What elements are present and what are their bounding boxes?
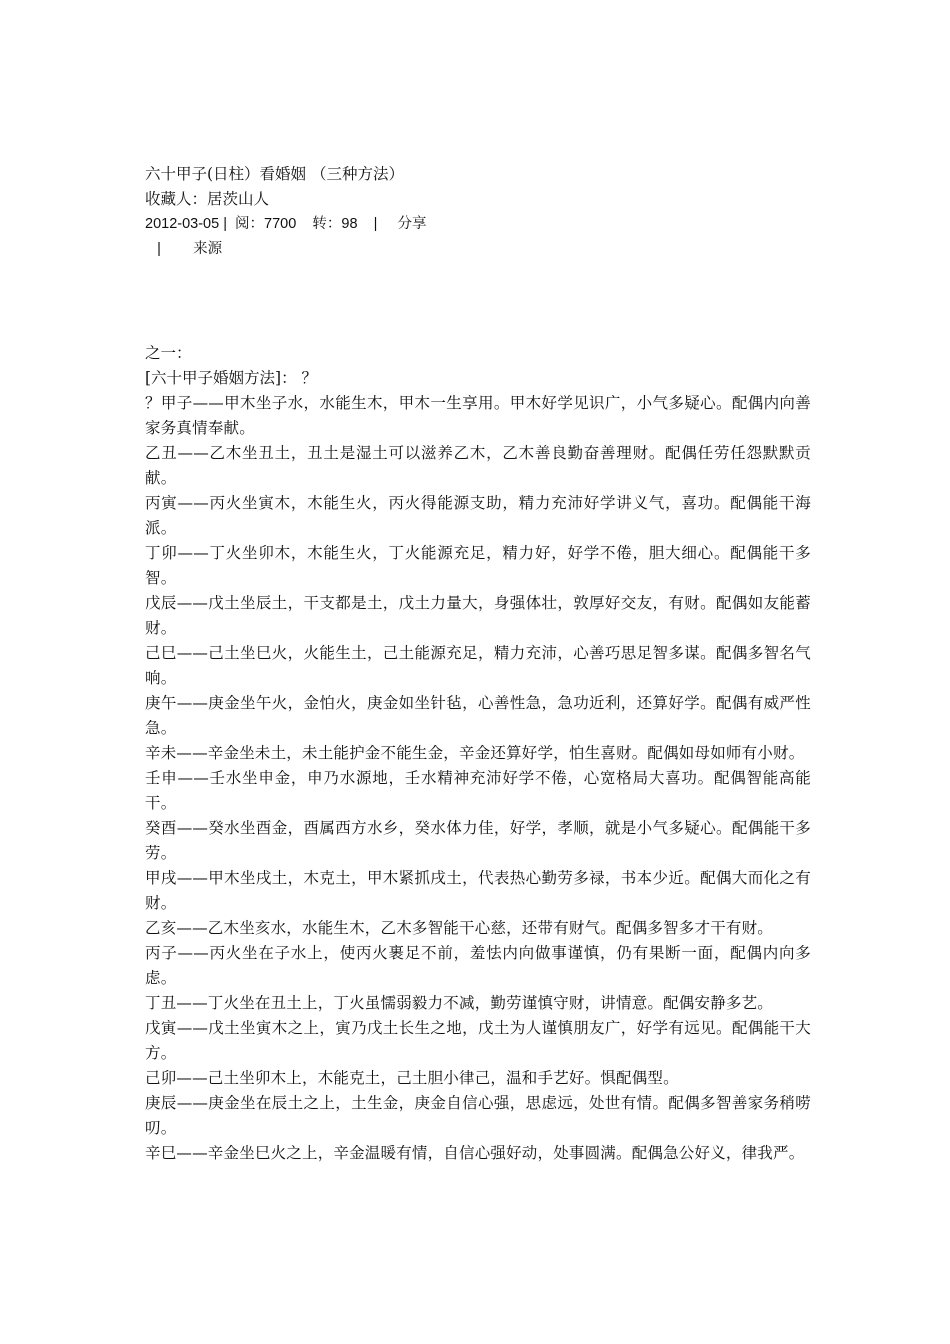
- paragraph-xinwei: 辛未——辛金坐未土，未土能护金不能生金，辛金还算好学，怕生喜财。配偶如母如师有小财。: [145, 744, 805, 762]
- paragraph-yihai: 乙亥——乙木坐亥水，水能生木，乙木多智能干心慈，还带有财气。配偶多智多才干有财。: [145, 919, 774, 937]
- paragraph-dingchou: 丁丑——丁火坐在丑土上，丁火虽懦弱毅力不减，勤劳谨慎守财，讲情意。配偶安静多艺。: [145, 994, 774, 1012]
- meta-line-source: | 来源: [145, 241, 223, 257]
- meta-line-date-stats: 2012-03-05 | 阅：7700 转：98 | 分享: [145, 216, 427, 232]
- paragraph-gengchen: 庚辰——庚金坐在辰土之上，土生金，庚金自信心强，思虑远，处世有情。配偶多智善家务稍唠叨。: [145, 1094, 811, 1137]
- document-body: [145, 341, 811, 1166]
- collector-line: 收藏人：居茨山人: [145, 190, 270, 208]
- paragraph-jiazi: ？甲子——甲木坐子水，水能生木，甲木一生享用。甲木好学见识广，小气多疑心。配偶内向善家务真情奉献。: [145, 394, 811, 437]
- paragraph-bingzi: 丙子——丙火坐在子水上，使丙火裹足不前，羞怯内向做事谨慎，仍有果断一面，配偶内向多虑。: [145, 944, 811, 987]
- section-heading: 之一：: [145, 344, 192, 362]
- paragraph-jiaxu: 甲戌——甲木坐戌土，木克土，甲木紧抓戌土，代表热心勤劳多禄，书本少近。配偶大而化之有财。: [145, 869, 811, 912]
- paragraph-gengwu: 庚午——庚金坐午火，金怕火，庚金如坐针毡，心善性急，急功近利，还算好学。配偶有威严性急。: [145, 694, 811, 737]
- document-header: [145, 162, 825, 262]
- paragraph-wuyin: 戊寅——戊土坐寅木之上，寅乃戊土长生之地，戊土为人谨慎朋友广，好学有远见。配偶能干大方。: [145, 1019, 811, 1062]
- paragraph-renshen: 壬申——壬水坐申金，申乃水源地，壬水精神充沛好学不倦，心宽格局大喜功。配偶智能高能干。: [145, 769, 811, 812]
- paragraph-xinsi: 辛巳——辛金坐巳火之上，辛金温暖有情，自信心强好动，处事圆满。配偶急公好义，律我严。: [145, 1144, 805, 1162]
- paragraph-yichou: 乙丑——乙木坐丑土，丑土是湿土可以滋养乙木，乙木善良勤奋善理财。配偶任劳任怨默默贡献。: [145, 444, 811, 487]
- section-subheading: [六十甲子婚姻方法]： ？: [145, 369, 318, 387]
- paragraph-bingyin: 丙寅——丙火坐寅木，木能生火，丙火得能源支助，精力充沛好学讲义气，喜功。配偶能干海派。: [145, 494, 811, 537]
- document-title: 六十甲子(日柱）看婚姻 （三种方法）: [145, 165, 404, 183]
- paragraph-guiyou: 癸酉——癸水坐酉金，酉属西方水乡，癸水体力佳，好学，孝顺，就是小气多疑心。配偶能干多劳。: [145, 819, 811, 862]
- paragraph-jisi: 己巳——己土坐巳火，火能生土，己土能源充足，精力充沛，心善巧思足智多谋。配偶多智名气响。: [145, 644, 811, 687]
- paragraph-wuchen: 戊辰——戊土坐辰土，干支都是土，戊土力量大，身强体壮，敦厚好交友，有财。配偶如友能蓄财。: [145, 594, 811, 637]
- paragraph-dingmao: 丁卯——丁火坐卯木，木能生火，丁火能源充足，精力好，好学不倦，胆大细心。配偶能干多智。: [145, 544, 811, 587]
- paragraph-jimao: 己卯——己土坐卯木上，木能克土，己土胆小律己，温和手艺好。惧配偶型。: [145, 1069, 679, 1087]
